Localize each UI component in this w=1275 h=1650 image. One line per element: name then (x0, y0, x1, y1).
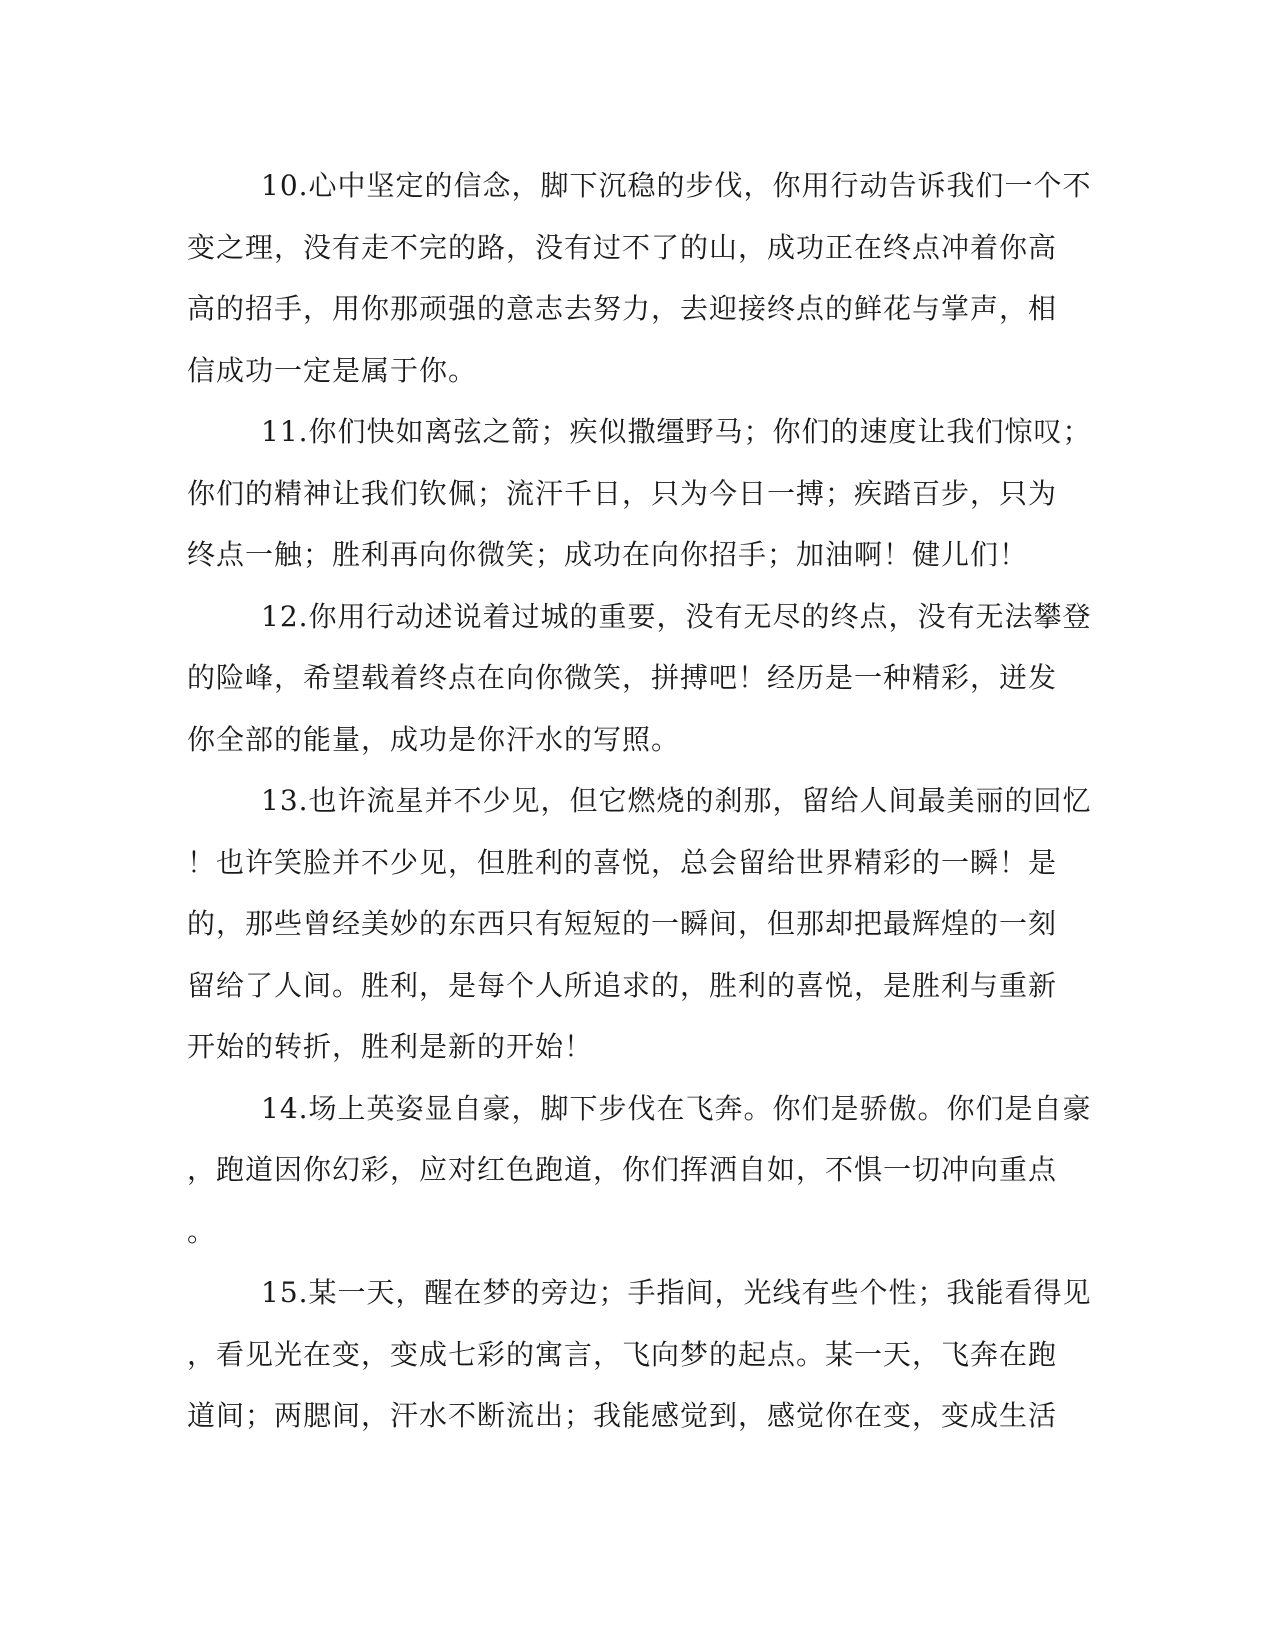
document-body (187, 155, 1092, 1447)
paragraph-line: ！也许笑脸并不少见，但胜利的喜悦，总会留给世界精彩的一瞬！是 (187, 845, 1058, 879)
paragraph-line: 开始的转折，胜利是新的开始！ (187, 1030, 594, 1063)
paragraph-line: 13.也许流星并不少见，但它燃烧的刹那，留给人间最美丽的回忆 (261, 784, 1092, 817)
paragraph-line: 的险峰，希望载着终点在向你微笑，拼搏吧！经历是一种精彩，迸发 (187, 661, 1058, 694)
paragraph-line: 留给了人间。胜利，是每个人所追求的，胜利的喜悦，是胜利与重新 (187, 968, 1058, 1002)
paragraph-line: 你全部的能量，成功是你汗水的写照。 (187, 722, 681, 756)
paragraph-line: 道间；两腮间，汗水不断流出；我能感觉到，感觉你在变，变成生活 (187, 1399, 1058, 1432)
paragraph-10 (187, 155, 1092, 401)
paragraph-12 (187, 586, 1092, 771)
paragraph-line: 的，那些曾经美妙的东西只有短短的一瞬间，但那却把最辉煌的一刻 (187, 907, 1058, 940)
paragraph-line: 10.心中坚定的信念，脚下沉稳的步伐，你用行动告诉我们一个不 (261, 169, 1092, 202)
paragraph-line: 你们的精神让我们钦佩；流汗千日，只为今日一搏；疾踏百步，只为 (187, 476, 1058, 510)
paragraph-line: 终点一触；胜利再向你微笑；成功在向你招手；加油啊！健儿们！ (187, 538, 1029, 571)
paragraph-line: 15.某一天，醒在梦的旁边；手指间，光线有些个性；我能看得见 (261, 1276, 1092, 1309)
paragraph-line: 14.场上英姿显自豪，脚下步伐在飞奔。你们是骄傲。你们是自豪 (261, 1091, 1092, 1125)
paragraph-line: 变之理，没有走不完的路，没有过不了的山，成功正在终点冲着你高 (187, 230, 1058, 264)
paragraph-14 (187, 1078, 1092, 1263)
paragraph-line: 。 (187, 1214, 217, 1248)
paragraph-line: 11.你们快如离弦之箭；疾似撒缰野马；你们的速度让我们惊叹； (261, 415, 1092, 448)
paragraph-line: 高的招手，用你那顽强的意志去努力，去迎接终点的鲜花与掌声，相 (187, 292, 1058, 325)
paragraph-13 (187, 770, 1092, 1078)
paragraph-line: ，跑道因你幻彩，应对红色跑道，你们挥洒自如，不惧一切冲向重点 (187, 1153, 1058, 1186)
paragraph-line: 12.你用行动述说着过城的重要，没有无尽的终点，没有无法攀登 (261, 599, 1092, 633)
paragraph-11 (187, 401, 1092, 586)
paragraph-15 (187, 1262, 1092, 1447)
paragraph-line: 信成功一定是属于你。 (187, 353, 478, 387)
paragraph-line: ，看见光在变，变成七彩的寓言，飞向梦的起点。某一天，飞奔在跑 (187, 1337, 1058, 1371)
